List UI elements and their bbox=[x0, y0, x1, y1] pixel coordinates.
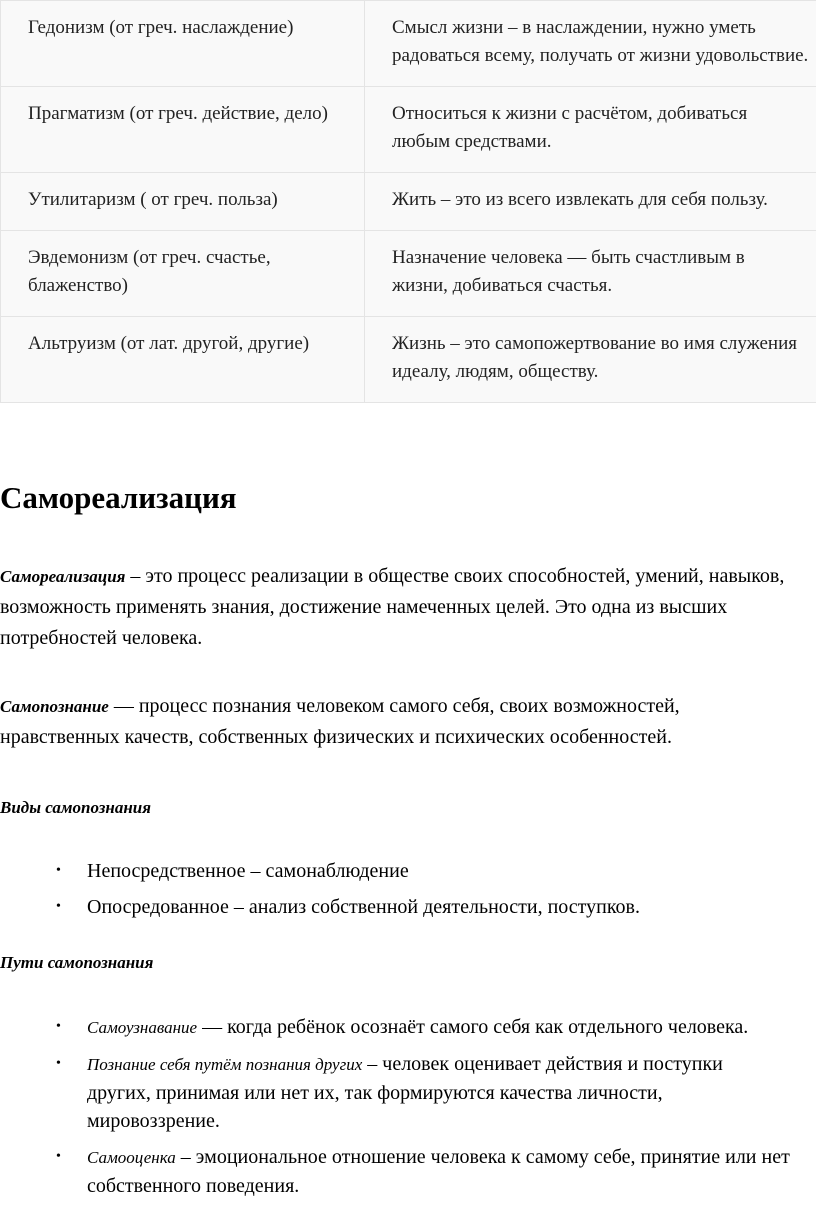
list-item-text: Непосредственное – самонаблюдение bbox=[87, 860, 409, 882]
list-item-term: Познание себя путём познания других bbox=[87, 1055, 363, 1074]
list-item bbox=[0, 1050, 790, 1135]
list-item-text: – эмоциональное отношение человека к самому себе, принятие или нет собственного поведения. bbox=[87, 1146, 790, 1197]
ways-list bbox=[0, 1013, 790, 1208]
description-line: жизни, добиваться счастья. bbox=[392, 275, 613, 296]
definition-text: — процесс познания человеком самого себя, своих возможностей, нравственных качеств, собственных физических и психических особенностей. bbox=[0, 695, 680, 748]
description-line: Назначение человека — быть счастливым в bbox=[392, 247, 745, 268]
definition-text: – это процесс реализации в обществе своих способностей, умений, навыков, возможность применять знания, достижение намеченных целей. Это одна из высших потребностей человека. bbox=[0, 565, 785, 649]
definition-term: Самопознание bbox=[0, 697, 109, 716]
table-row bbox=[1, 173, 816, 231]
table-cell-term: Гедонизм (от греч. наслаждение) bbox=[1, 1, 365, 87]
bullet-icon: • bbox=[56, 1056, 61, 1071]
bullet-icon: • bbox=[56, 899, 61, 914]
list-item bbox=[0, 857, 790, 885]
list-item-term: Самоузнавание bbox=[87, 1018, 198, 1037]
definition-term: Самореализация bbox=[0, 567, 126, 586]
table-cell-term: Прагматизм (от греч. действие, дело) bbox=[1, 87, 365, 173]
life-meaning-table bbox=[0, 0, 816, 403]
ways-heading: Пути самопознания bbox=[0, 953, 154, 972]
list-item-text: Опосредованное – анализ собственной деятельности, поступков. bbox=[87, 896, 640, 918]
list-item-text: – человек оценивает действия и поступки других, принимая или нет их, так формируются качества личности, мировоззрение. bbox=[87, 1053, 723, 1132]
self-knowledge-definition bbox=[0, 691, 790, 753]
bullet-icon: • bbox=[56, 863, 61, 878]
table-row bbox=[1, 317, 816, 403]
table-cell-term: Эвдемонизм (от греч. счастье, блаженство) bbox=[1, 231, 365, 317]
list-item bbox=[0, 1143, 790, 1200]
bullet-icon: • bbox=[56, 1149, 61, 1164]
table-row bbox=[1, 87, 816, 173]
table-cell-description bbox=[365, 173, 816, 231]
list-item bbox=[0, 893, 790, 921]
description-line: любым средствами. bbox=[392, 131, 552, 152]
table-row bbox=[1, 231, 816, 317]
table-cell-term: Утилитаризм ( от греч. польза) bbox=[1, 173, 365, 231]
kinds-heading: Виды самопознания bbox=[0, 798, 151, 817]
description-line: Жизнь – это самопожертвование во имя служения bbox=[392, 333, 798, 354]
description-line: радоваться всему, получать от жизни удовольствие. bbox=[392, 45, 809, 66]
self-realization-definition bbox=[0, 561, 790, 654]
table-cell-description bbox=[365, 317, 816, 403]
description-line: Относиться к жизни с расчётом, добиваться bbox=[392, 103, 748, 124]
list-item-text: — когда ребёнок осознаёт самого себя как отдельного человека. bbox=[197, 1016, 749, 1038]
table-cell-description bbox=[365, 231, 816, 317]
table-row bbox=[1, 1, 816, 87]
description-line: Жить – это из всего извлекать для себя пользу. bbox=[392, 189, 768, 210]
table-cell-term: Альтруизм (от лат. другой, другие) bbox=[1, 317, 365, 403]
kinds-list bbox=[0, 857, 790, 929]
bullet-icon: • bbox=[56, 1019, 61, 1034]
list-item bbox=[0, 1013, 790, 1042]
list-item-term: Самооценка bbox=[87, 1148, 176, 1167]
table-cell-description bbox=[365, 87, 816, 173]
concepts-table-wrap bbox=[0, 0, 816, 403]
description-line: Смысл жизни – в наслаждении, нужно уметь bbox=[392, 17, 756, 38]
section-title: Самореализация bbox=[0, 480, 237, 515]
description-line: идеалу, людям, обществу. bbox=[392, 361, 599, 382]
table-cell-description bbox=[365, 1, 816, 87]
